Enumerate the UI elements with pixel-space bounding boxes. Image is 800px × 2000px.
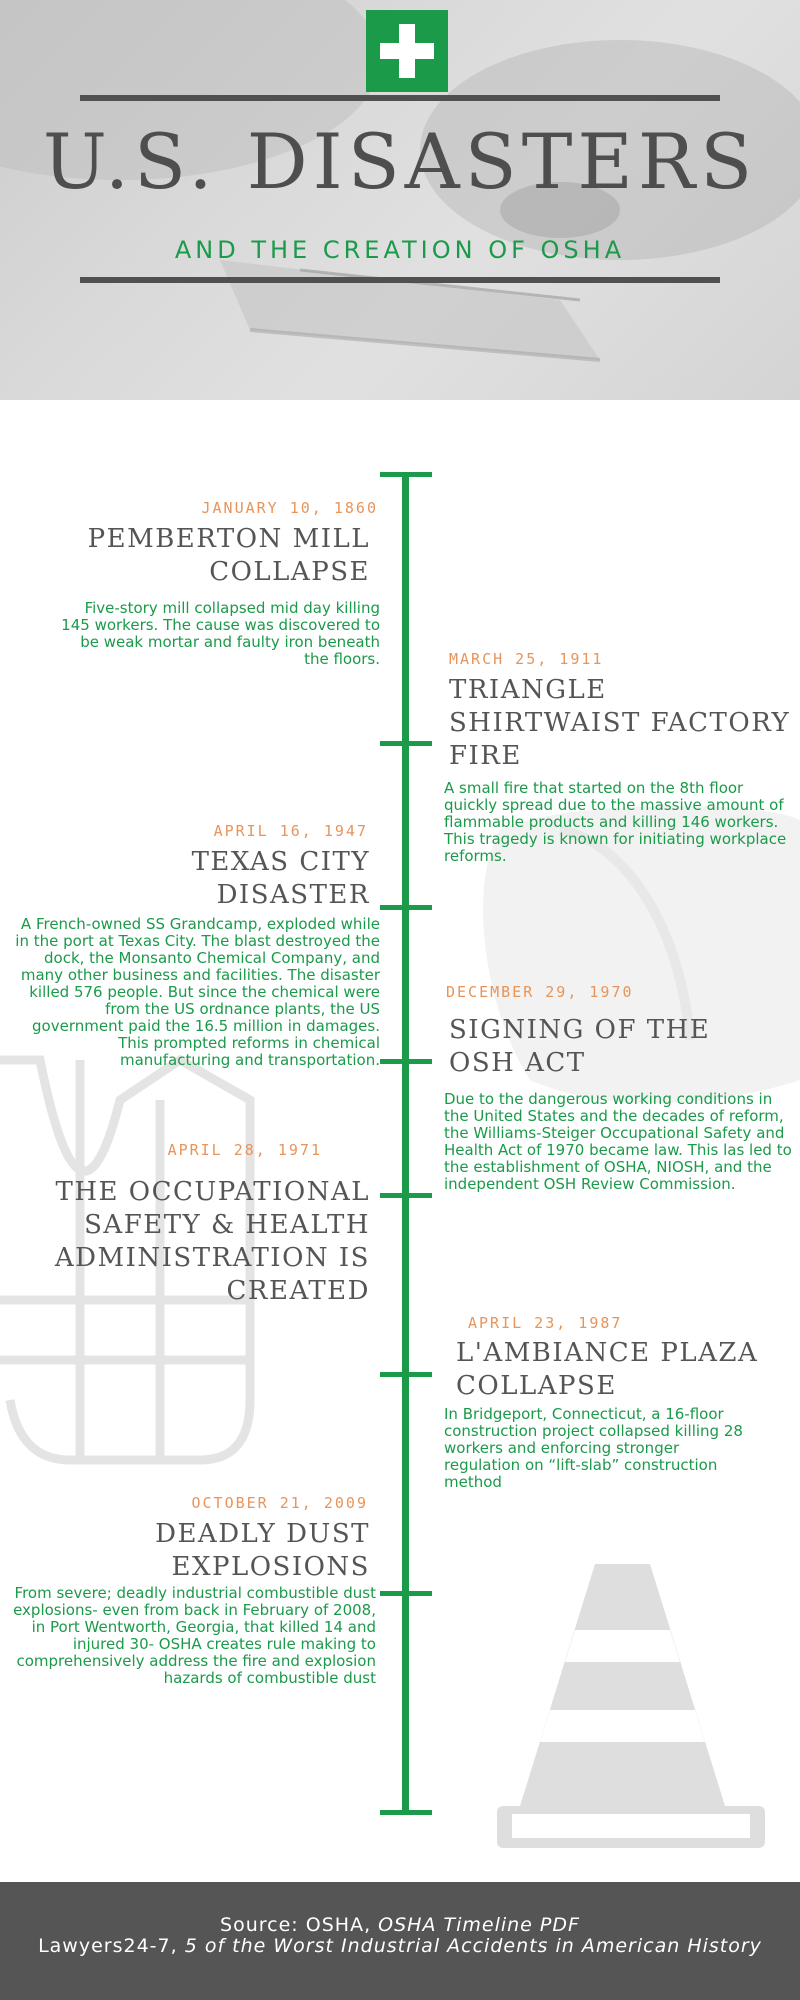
header-banner (0, 0, 800, 400)
event-description: Five-story mill collapsed mid day killing 145 workers. The cause was discovered to be weak mortar and faulty iron beneath the floors. (61, 599, 380, 668)
page-subtitle: AND THE CREATION OF OSHA (174, 236, 626, 264)
timeline-tick (380, 741, 432, 746)
event-title: TEXAS CITY DISASTER (191, 847, 370, 910)
event-title: DEADLY DUST EXPLOSIONS (155, 1519, 370, 1582)
event-date: APRIL 28, 1971 (167, 1141, 322, 1159)
traffic-cone-icon (497, 1564, 765, 1848)
header-divider-bottom (80, 277, 720, 283)
timeline-tick (380, 905, 432, 910)
event-description: Due to the dangerous working conditions in the United States and the decades of reform, the Williams-Steiger Occupational Safety and Health Act of 1970 became law. This las led to the establishment of OSHA, NIOSH, and the independent OSH Review Commission. (444, 1090, 792, 1193)
page-title: U.S. DISASTERS (42, 117, 758, 206)
source-line (0, 1915, 800, 1936)
event-title: TRIANGLE SHIRTWAIST FACTORY FIRE (449, 675, 791, 771)
event-date: OCTOBER 21, 2009 (191, 1494, 368, 1512)
event-date: DECEMBER 29, 1970 (446, 983, 634, 1001)
event-date: APRIL 16, 1947 (213, 822, 368, 840)
event-title: PEMBERTON MILL COLLAPSE (87, 524, 370, 587)
source-label: Source: (220, 1914, 299, 1936)
event-description: A small fire that started on the 8th floor quickly spread due to the massive amount of flammable products and killing 146 workers. This tragedy is known for initiating workplace reforms. (444, 779, 787, 865)
timeline-spine (402, 474, 409, 1814)
source-footer (0, 1882, 800, 2000)
event-title: SIGNING OF THE OSH ACT (449, 1015, 711, 1078)
first-aid-logo (366, 10, 448, 92)
timeline-tick (380, 1372, 432, 1377)
source-org: OSHA, (305, 1914, 372, 1936)
timeline-tick (380, 1059, 432, 1064)
second-source-doc: 5 of the Worst Industrial Accidents in American History (184, 1935, 762, 1957)
event-description: A French-owned SS Grandcamp, exploded while in the port at Texas City. The blast destroyed the dock, the Monsanto Chemical Company, and many other business and facilities. The disaster killed 576 people. But since the chemical were from the US ordnance plants, the US government paid the 16.5 million in damages. This prompted reforms in chemical manufacturing and transportation. (15, 915, 380, 1069)
source-line-2 (30, 1936, 770, 1957)
event-description: In Bridgeport, Connecticut, a 16-floor construction project collapsed killing 28 workers and enforcing stronger regulation on “lift-slab” construction method (444, 1405, 743, 1491)
timeline-tick (380, 1193, 432, 1198)
event-title: THE OCCUPATIONAL SAFETY & HEALTH ADMINISTRATION IS CREATED (54, 1177, 370, 1306)
event-title: L'AMBIANCE PLAZA COLLAPSE (456, 1338, 759, 1401)
event-date: APRIL 23, 1987 (468, 1314, 623, 1332)
source-doc: OSHA Timeline PDF (378, 1914, 580, 1936)
timeline-tick (380, 1810, 432, 1815)
second-source-org: Lawyers24-7, (38, 1935, 178, 1957)
timeline-tick (380, 1591, 432, 1596)
timeline-tick (380, 472, 432, 477)
event-date: JANUARY 10, 1860 (201, 499, 378, 517)
header-divider-top (80, 95, 720, 101)
event-description: From severe; deadly industrial combustible dust explosions- even from back in February of 2008, in Port Wentworth, Georgia, that killed 14 and injured 30- OSHA creates rule making to comprehensively address the fire and explosion hazards of combustible dust (13, 1584, 376, 1687)
event-date: MARCH 25, 1911 (449, 650, 604, 668)
